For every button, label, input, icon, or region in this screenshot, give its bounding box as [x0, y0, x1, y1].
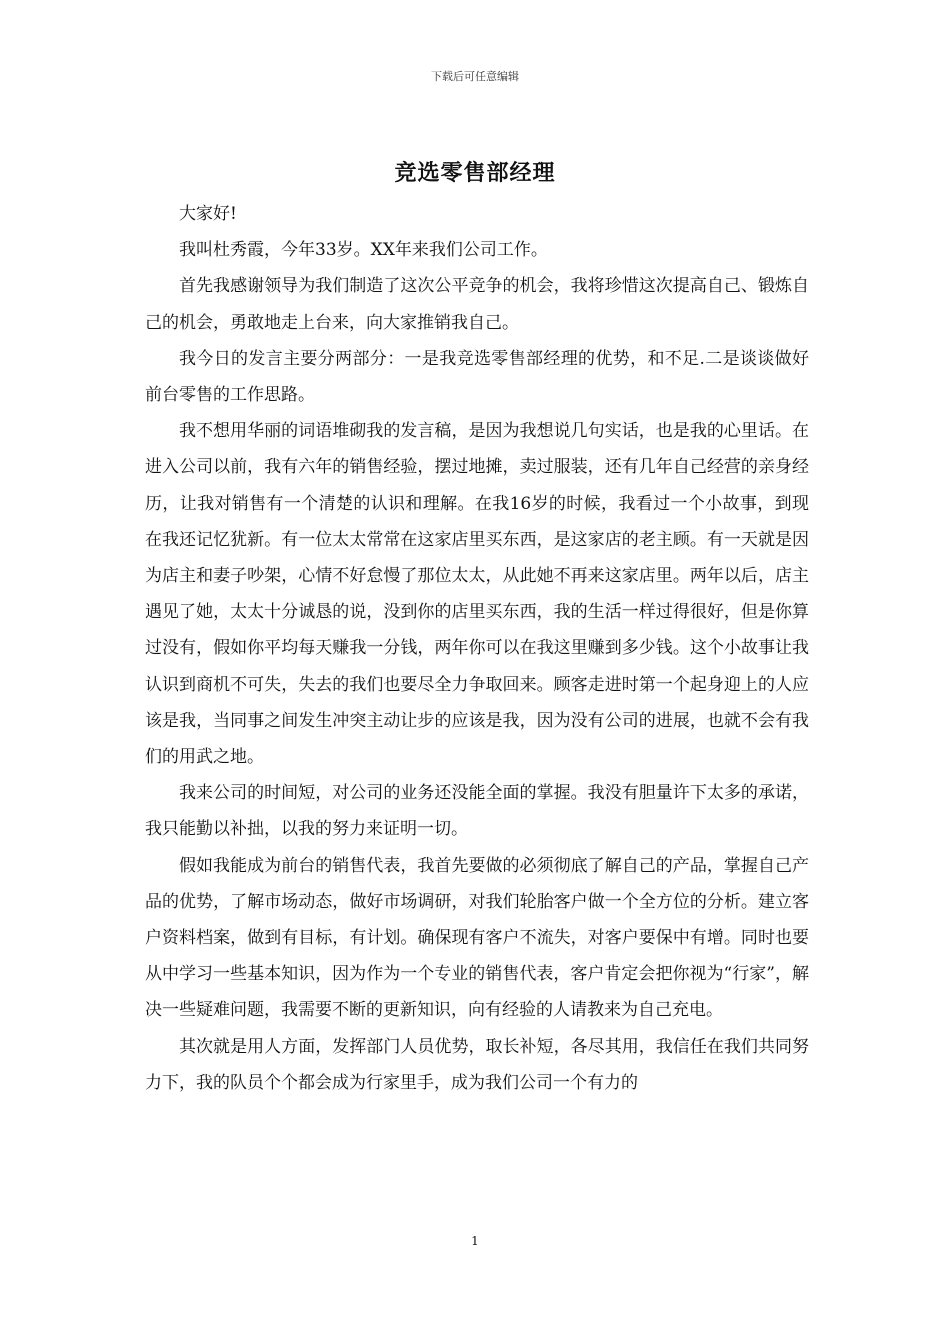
paragraph-commitment: 我来公司的时间短，对公司的业务还没能全面的掌握。我没有胆量许下太多的承诺，我只能勤以补拙，以我的努力来证明一切。 [145, 783, 809, 840]
page-number: 1 [471, 1234, 479, 1248]
paragraph-team: 其次就是用人方面，发挥部门人员优势，取长补短，各尽其用，我信任在我们共同努力下，我的队员个个都会成为行家里手，成为我们公司一个有力的 [145, 1036, 809, 1093]
paragraph-introduction: 我叫杜秀霞，今年33岁。XX年来我们公司工作。 [179, 240, 548, 261]
document-body [145, 196, 809, 1101]
paragraph-thanks: 首先我感谢领导为我们制造了这次公平竞争的机会，我将珍惜这次提高自己、锻炼自己的机会，勇敢地走上台来，向大家推销我自己。 [145, 276, 809, 333]
paragraph-outline: 我今日的发言主要分两部分：一是我竞选零售部经理的优势，和不足.二是谈谈做好前台零售的工作思路。 [145, 348, 809, 406]
paragraph-experience: 我不想用华丽的词语堆砌我的发言稿，是因为我想说几句实话，也是我的心里话。在进入公司以前，我有六年的销售经验，摆过地摊，卖过服装，还有几年自己经营的亲身经历，让我对销售有一个清楚的认识和理解。在我16岁的时候，我看过一个小故事，到现在我还记忆犹新。有一位太太常常在这家店里买东西，是这家店的老主顾。有一天就是因为店主和妻子吵架，心情不好怠慢了那位太太，从此她不再来这家店里。两年以后，店主遇见了她，太太十分诚恳的说，没到你的店里买东西，我的生活一样过得很好，但是你算过没有，假如你平均每天赚我一分钱，两年你可以在我这里赚到多少钱。这个小故事让我认识到商机不可失，失去的我们也要尽全力争取回来。顾客走进时第一个起身迎上的人应该是我，当同事之间发生冲突主动让步的应该是我，因为没有公司的进展，也就不会有我们的用武之地。 [145, 421, 809, 768]
document-title: 竞选零售部经理 [394, 160, 556, 186]
paragraph-greeting: 大家好! [179, 204, 237, 224]
header-note: 下载后可任意编辑 [431, 70, 519, 83]
paragraph-plan: 假如我能成为前台的销售代表，我首先要做的必须彻底了解自己的产品，掌握自己产品的优势，了解市场动态，做好市场调研，对我们轮胎客户做一个全方位的分析。建立客户资料档案，做到有目标，有计划。确保现有客户不流失，对客户要保中有增。同时也要从中学习一些基本知识，因为作为一个专业的销售代表，客户肯定会把你视为“行家”，解决一些疑难问题，我需要不断的更新知识，向有经验的人请教来为自己充电。 [145, 855, 809, 1021]
